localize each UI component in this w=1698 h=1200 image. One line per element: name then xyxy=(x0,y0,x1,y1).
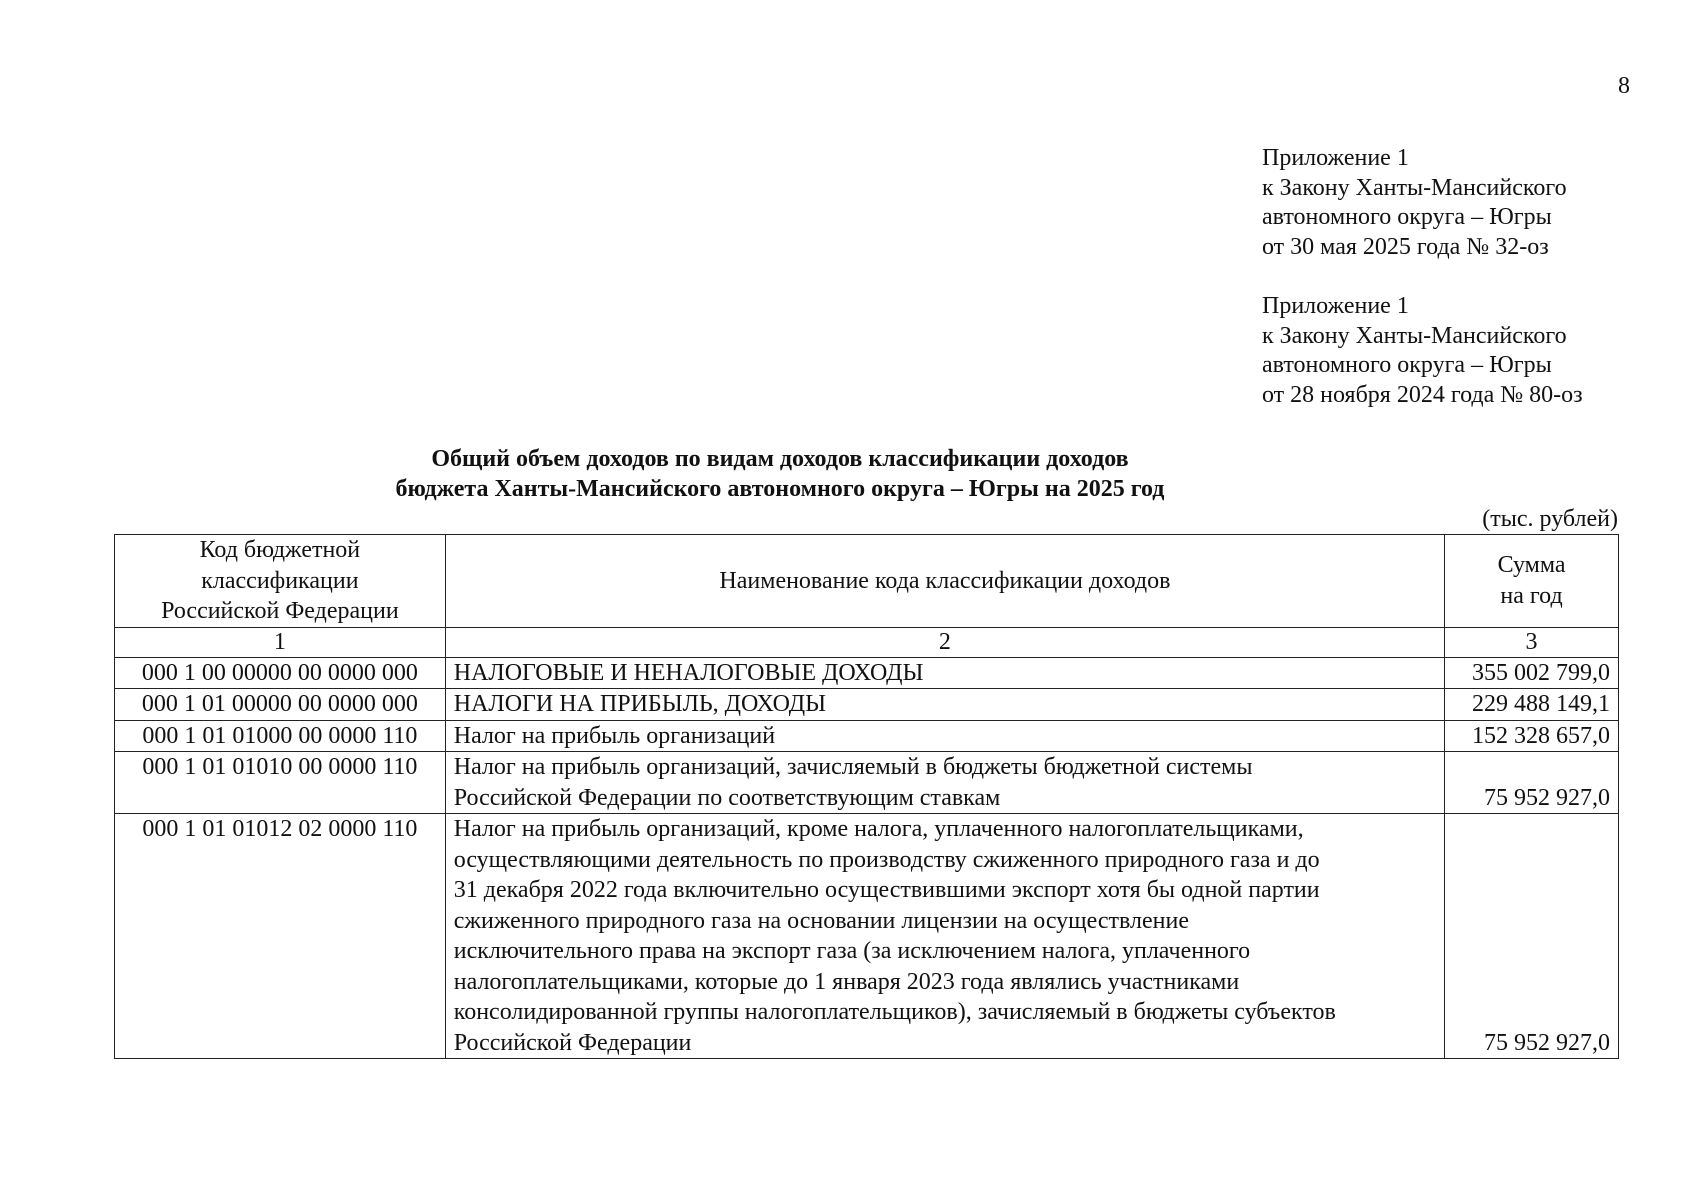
appendix-line: Приложение 1 xyxy=(1262,145,1409,171)
header-name: Наименование кода классификации доходов xyxy=(445,535,1444,628)
row-sum: 229 488 149,1 xyxy=(1445,689,1619,721)
row-sum: 75 952 927,0 xyxy=(1445,752,1619,814)
page-number: 8 xyxy=(1618,73,1630,99)
row-code: 000 1 01 01010 00 0000 110 xyxy=(115,752,446,814)
appendix-line: от 28 ноября 2024 года № 80-оз xyxy=(1262,381,1583,408)
table-row xyxy=(115,752,1619,814)
table-row xyxy=(115,720,1619,752)
appendix-line: автономного округа – Югры xyxy=(1262,352,1552,378)
row-name: Налог на прибыль организаций xyxy=(445,720,1444,752)
row-name: Налог на прибыль организаций, зачисляемый в бюджеты бюджетной системы Российской Федерации по соответствующим ставкам xyxy=(445,752,1444,814)
row-name: НАЛОГОВЫЕ И НЕНАЛОГОВЫЕ ДОХОДЫ xyxy=(445,657,1444,689)
header-code: Код бюджетной классификации Российской Федерации xyxy=(115,535,446,628)
appendix-line: к Закону Ханты-Мансийского xyxy=(1262,322,1567,349)
column-number-row xyxy=(115,627,1619,657)
column-number: 2 xyxy=(445,627,1444,657)
title-line-2: бюджета Ханты-Мансийского автономного округа – Югры на 2025 год xyxy=(395,476,1165,502)
appendix-line: Приложение 1 xyxy=(1262,293,1409,319)
row-name: НАЛОГИ НА ПРИБЫЛЬ, ДОХОДЫ xyxy=(445,689,1444,721)
column-number: 3 xyxy=(1445,627,1619,657)
row-sum: 152 328 657,0 xyxy=(1445,720,1619,752)
table-row xyxy=(115,657,1619,689)
table-header-row xyxy=(115,535,1619,628)
header-sum: Сумма на год xyxy=(1445,535,1619,628)
row-code: 000 1 00 00000 00 0000 000 xyxy=(115,657,446,689)
appendix-note-original xyxy=(1262,292,1642,410)
appendix-line: автономного округа – Югры xyxy=(1262,204,1552,230)
row-code: 000 1 01 00000 00 0000 000 xyxy=(115,689,446,721)
document-title xyxy=(280,444,1280,504)
table-row xyxy=(115,689,1619,721)
appendix-note-current xyxy=(1262,144,1642,262)
row-code: 000 1 01 01012 02 0000 110 xyxy=(115,814,446,1059)
revenue-table xyxy=(114,534,1619,1059)
row-sum: 75 952 927,0 xyxy=(1445,814,1619,1059)
row-name: Налог на прибыль организаций, кроме налога, уплаченного налогоплательщиками, осуществляющими деятельность по производству сжиженного природного газа и до 31 декабря 2022 года включительно осуществившими экспорт хотя бы одной партии сжиженного природного газа на основании лицензии на осуществление исключительного права на экспорт газа (за исключением налога, уплаченного налогоплательщиками, которые до 1 января 2023 года являлись участниками консолидированной группы налогоплательщиков), зачисляемый в бюджеты субъектов Российской Федерации xyxy=(445,814,1444,1059)
table-row xyxy=(115,814,1619,1059)
title-line-1: Общий объем доходов по видам доходов классификации доходов xyxy=(431,446,1129,472)
appendix-line: к Закону Ханты-Мансийского xyxy=(1262,174,1567,201)
units-note: (тыс. рублей) xyxy=(1482,506,1618,532)
row-sum: 355 002 799,0 xyxy=(1445,657,1619,689)
column-number: 1 xyxy=(115,627,446,657)
appendix-line: от 30 мая 2025 года № 32-оз xyxy=(1262,233,1549,260)
row-code: 000 1 01 01000 00 0000 110 xyxy=(115,720,446,752)
